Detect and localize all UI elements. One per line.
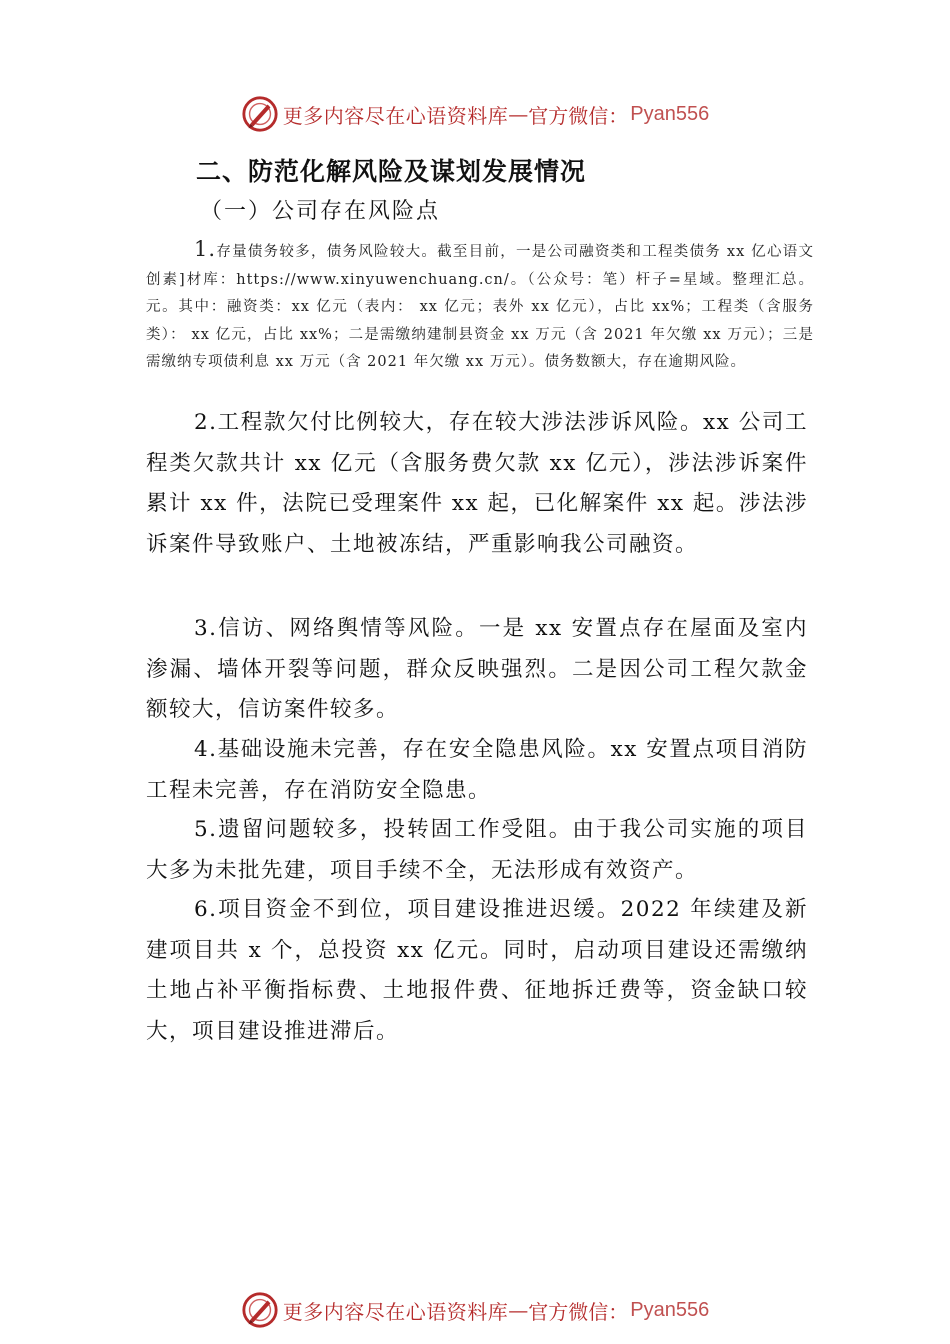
brand-logo-icon	[241, 1291, 279, 1329]
banner-wechat-id: Pyan556	[630, 1298, 710, 1321]
paragraph-1-text: 存量债务较多，债务风险较大。截至目前，一是公司融资类和工程类债务 xx 亿心语文创素]材库：https://www.xinyuwenchuang.cn/。（公众号：笔）杆子=星域。整理汇总。元。其中：融资类：xx 亿元（表内： xx 亿元；表外 xx 亿元），占比 xx%；工程类（含服务类）： xx 亿元，占比 xx%；二是需缴纳建制县资金 xx 万元（含 2021 年欠缴 xx 万元）；三是需缴纳专项债利息 xx 万元（含 2021 年欠缴 xx 万元）。债务数额大，存在逾期风险。	[146, 244, 814, 370]
header-banner	[0, 94, 950, 134]
banner-wechat-label: 官方微信：	[528, 103, 629, 128]
paragraph-6: 6.项目资金不到位，项目建设推进迟缓。2022 年续建及新建项目共 x 个，总投资 xx 亿元。同时，启动项目建设还需缴纳土地占补平衡指标费、土地报件费、征地拆迁费等，资金缺口较大，项目建设推进滞后。	[146, 897, 808, 1044]
subsection-heading: （一）公司存在风险点	[200, 199, 441, 224]
banner-separator: —	[508, 102, 529, 126]
section-heading: 二、防范化解风险及谋划发展情况	[196, 157, 587, 186]
paragraph-5: 5.遗留问题较多，投转固工作受阻。由于我公司实施的项目大多为未批先建，项目手续不全，无法形成有效资产。	[146, 817, 808, 883]
paragraph-1-number: 1.	[194, 237, 217, 261]
banner-separator: —	[508, 1298, 529, 1322]
paragraph-4: 4.基础设施未完善，存在安全隐患风险。xx 安置点项目消防工程未完善，存在消防安全隐患。	[146, 737, 808, 803]
banner-brand-text: 更多内容尽在心语资料库	[282, 103, 509, 128]
footer-banner	[0, 1290, 950, 1330]
paragraph-3: 3.信访、网络舆情等风险。一是 xx 安置点存在屋面及室内渗漏、墙体开裂等问题，群众反映强烈。二是因公司工程欠款金额较大，信访案件较多。	[146, 616, 808, 722]
paragraph-1	[146, 236, 814, 377]
banner-wechat-label: 官方微信：	[528, 1299, 629, 1324]
banner-brand-text: 更多内容尽在心语资料库	[282, 1299, 509, 1324]
brand-logo-icon	[241, 95, 279, 133]
banner-wechat-id: Pyan556	[630, 102, 710, 125]
paragraph-2: 2.工程款欠付比例较大，存在较大涉法涉诉风险。xx 公司工程类欠款共计 xx 亿元（含服务费欠款 xx 亿元），涉法涉诉案件累计 xx 件，法院已受理案件 xx 起，已化解案件 xx 起。涉法涉诉案件导致账户、土地被冻结，严重影响我公司融资。	[146, 410, 808, 557]
